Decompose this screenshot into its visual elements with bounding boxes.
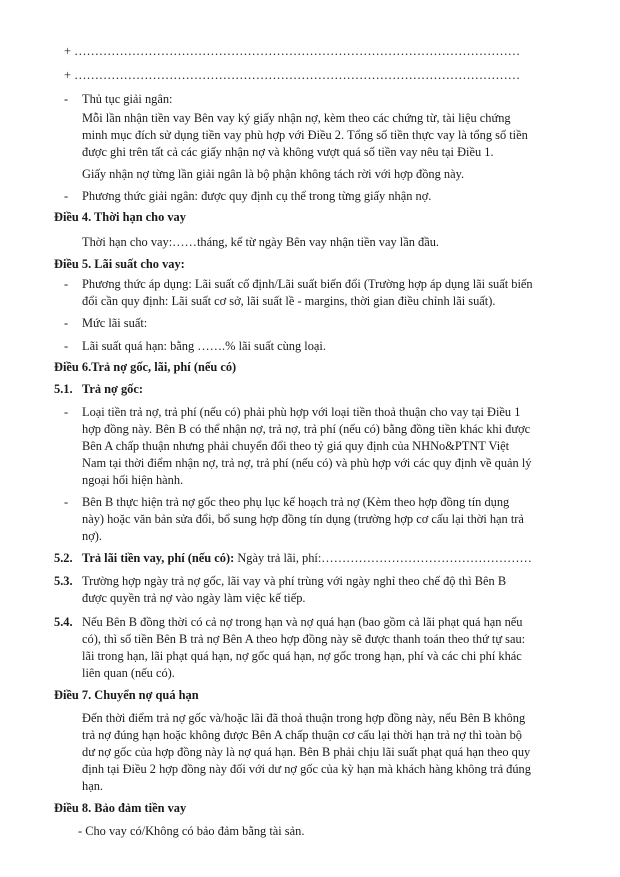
- section-5-1-item1-line3: Bên A chấp thuận nhưng phải chuyển đổi theo tỷ giá quy định của NHNo&PTNT Việt: [82, 439, 510, 453]
- article-5-item1-line2: đổi cần quy định: Lãi suất cơ sở, lãi suất lề - margins, thời gian điều chỉnh lãi suất).: [82, 294, 496, 308]
- disbursement-method: Phương thức giải ngân: được quy định cụ thể trong từng giấy nhận nợ.: [82, 189, 432, 203]
- article-7-line2: trả nợ đúng hạn hoặc không được Bên A chấp thuận cơ cấu lại thời hạn trả nợ thì toàn bộ: [82, 728, 522, 742]
- section-5-2-title: Trả lãi tiền vay, phí (nếu có):: [82, 551, 235, 565]
- disbursement-title: Thủ tục giải ngân:: [82, 92, 173, 106]
- section-5-1-item2-line1: Bên B thực hiện trả nợ gốc theo phụ lục kế hoạch trả nợ (Kèm theo hợp đồng tín dụng: [82, 495, 510, 509]
- section-5-1-item2-line2: này) hoặc văn bản sửa đổi, bổ sung hợp đồng tín dụng (trường hợp cơ cấu lại thời hạn trả: [82, 512, 524, 526]
- section-5-1-item1-line1: Loại tiền trả nợ, trả phí (nếu có) phải phù hợp với loại tiền thoả thuận cho vay tại Điều 1: [82, 405, 521, 419]
- article-7-line5: hạn.: [82, 779, 103, 793]
- article-5-item2: Mức lãi suất:: [82, 316, 148, 330]
- bullet-dash: -: [64, 339, 69, 353]
- article-5-item1-line1: Phương thức áp dụng: Lãi suất cố định/Lãi suất biến đổi (Trường hợp áp dụng lãi suất biến: [82, 277, 533, 291]
- article-7-line1: Đến thời điểm trả nợ gốc và/hoặc lãi đã thoả thuận trong hợp đồng này, nếu Bên B không: [82, 711, 526, 725]
- article-6-heading: Điều 6.Trả nợ gốc, lãi, phí (nếu có): [54, 360, 237, 374]
- section-5-3-line2: được quyền trả nợ vào ngày làm việc kế tiếp.: [82, 591, 306, 605]
- section-5-1-number: 5.1.: [54, 382, 73, 396]
- article-5-item3: Lãi suất quá hạn: bằng …….% lãi suất cùng loại.: [82, 339, 326, 353]
- bullet-dash: -: [64, 316, 69, 330]
- bullet-dash: -: [64, 405, 69, 419]
- section-5-4-line4: liên quan (nếu có).: [82, 666, 175, 680]
- disbursement-para1-line3: được ghi trên tất cả các giấy nhận nợ và không vượt quá số tiền vay nêu tại Điều 1.: [82, 145, 494, 159]
- article-7-line3: dư nợ gốc của hợp đồng này là nợ quá hạn. Bên B phải chịu lãi suất phạt quá hạn theo quy: [82, 745, 531, 759]
- disbursement-para2: Giấy nhận nợ từng lần giải ngân là bộ phận không tách rời với hợp đồng này.: [82, 167, 465, 181]
- bullet-dash: -: [64, 92, 69, 106]
- disbursement-para1-line1: Mỗi lần nhận tiền vay Bên vay ký giấy nhận nợ, kèm theo các chứng từ, tài liệu chứng: [82, 111, 511, 125]
- section-5-3-number: 5.3.: [54, 574, 73, 588]
- section-5-1-item2-line3: nợ).: [82, 529, 102, 543]
- section-5-1-item1-line4: Nam tại thời điểm nhận nợ, trả nợ, trả phí (nếu có) và phù hợp với các quy định về quản lý: [82, 456, 532, 470]
- section-5-4-number: 5.4.: [54, 615, 73, 629]
- section-5-2-text: Ngày trả lãi, phí:……………………………………………: [234, 551, 532, 565]
- article-8-text: - Cho vay có/Không có bảo đảm bằng tài sản.: [78, 824, 305, 838]
- section-5-1-title: Trả nợ gốc:: [82, 382, 144, 396]
- plus-line-1: + ………………………………………………………………………………………………: [64, 44, 521, 58]
- section-5-3-line1: Trường hợp ngày trả nợ gốc, lãi vay và phí trùng với ngày nghỉ theo chế độ thì Bên B: [82, 574, 507, 588]
- bullet-dash: -: [64, 495, 69, 509]
- article-4-heading: Điều 4. Thời hạn cho vay: [54, 210, 186, 224]
- bullet-dash: -: [64, 189, 69, 203]
- bullet-dash: -: [64, 277, 69, 291]
- section-5-1-item1-line2: hợp đồng này. Bên B có thể nhận nợ, trả nợ, trả phí (nếu có) bằng đồng tiền khác khi được: [82, 422, 531, 436]
- plus-line-2: + ………………………………………………………………………………………………: [64, 68, 521, 82]
- article-7-line4: định tại Điều 2 hợp đồng này đối với dư nợ gốc của kỳ hạn mà khách hàng không trả đúng: [82, 762, 531, 776]
- section-5-4-line2: có), thì số tiền Bên B trả nợ Bên A theo hợp đồng này sẽ được thanh toán theo thứ tự sau:: [82, 632, 526, 646]
- section-5-4-line3: lãi trong hạn, lãi phạt quá hạn, nợ gốc quá hạn, nợ gốc trong hạn, phí và các chi phí khác: [82, 649, 522, 663]
- section-5-2-number: 5.2.: [54, 551, 73, 565]
- article-7-heading: Điều 7. Chuyển nợ quá hạn: [54, 688, 199, 702]
- article-8-heading: Điều 8. Bảo đảm tiền vay: [54, 801, 187, 815]
- section-5-1-item1-line5: ngoại hối hiện hành.: [82, 473, 184, 487]
- disbursement-para1-line2: minh mục đích sử dụng tiền vay phù hợp với Điều 2. Tổng số tiền thực vay là tổng số tiền: [82, 128, 528, 142]
- article-4-text: Thời hạn cho vay:……tháng, kể từ ngày Bên vay nhận tiền vay lần đầu.: [82, 235, 440, 249]
- section-5-2-line: [82, 550, 532, 567]
- section-5-4-line1: Nếu Bên B đồng thời có cả nợ trong hạn và nợ quá hạn (bao gồm cả lãi phạt quá hạn nếu: [82, 615, 523, 629]
- article-5-heading: Điều 5. Lãi suất cho vay:: [54, 257, 185, 271]
